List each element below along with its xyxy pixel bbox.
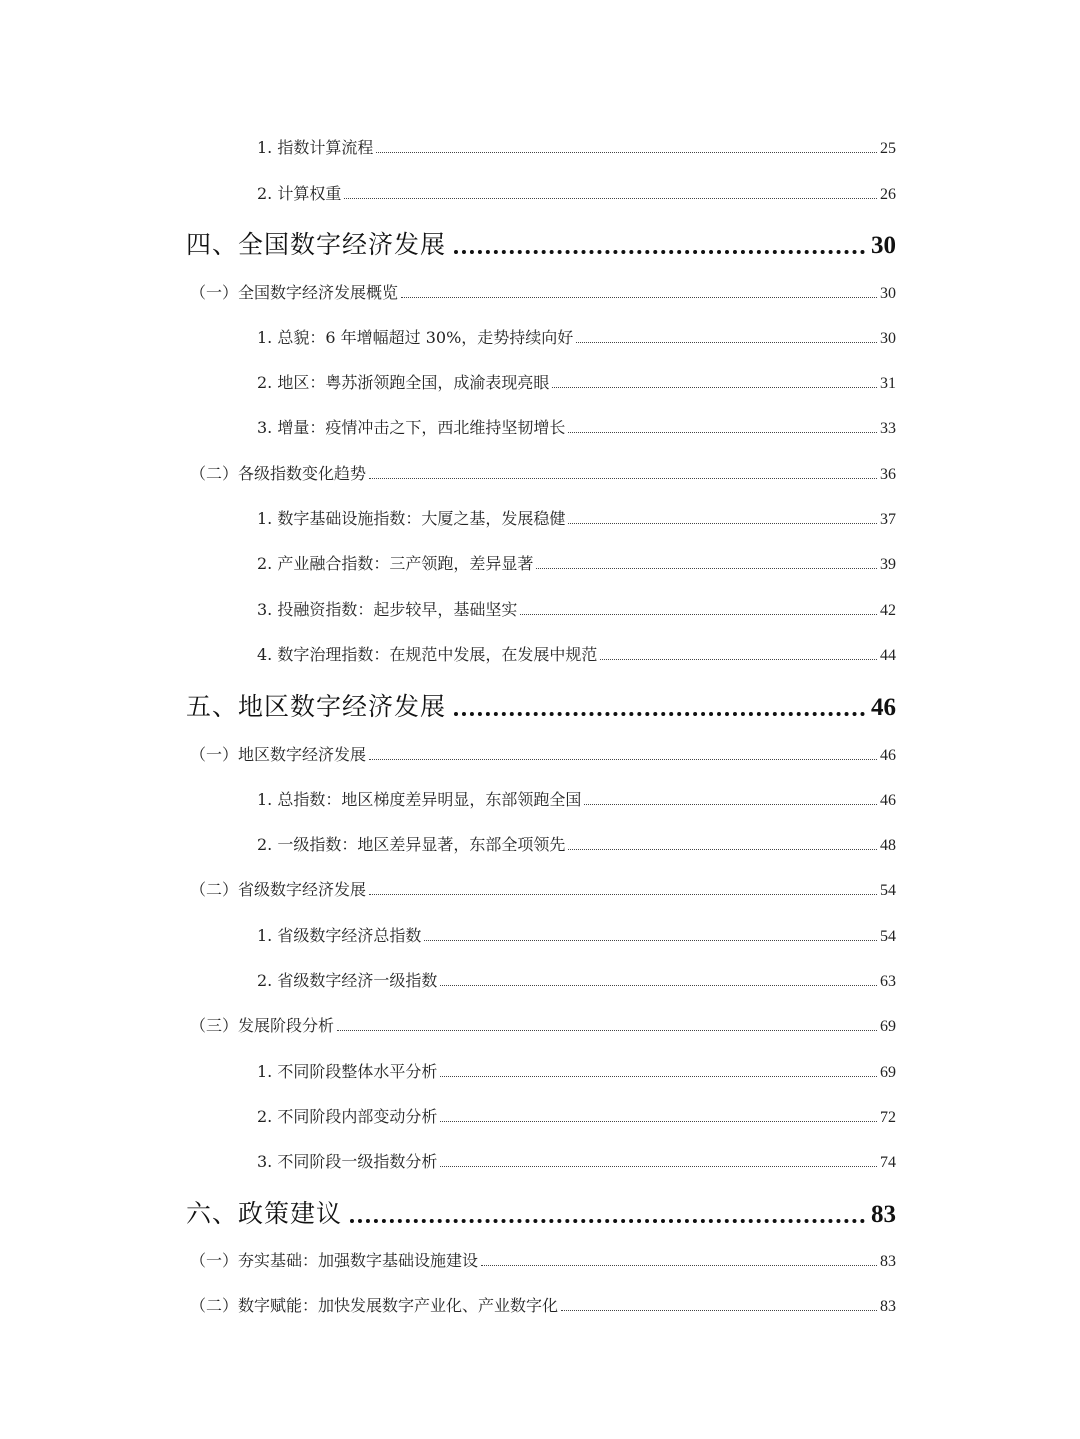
- toc-entry-label: 2. 计算权重: [257, 184, 342, 203]
- toc-chapter-entry[interactable]: [186, 1194, 896, 1230]
- toc-entry-page: 39: [880, 556, 896, 573]
- toc-entry-page: 42: [880, 602, 896, 619]
- toc-entry-label: 2. 一级指数：地区差异显著，东部全项领先: [257, 835, 566, 854]
- toc-entry-page: 33: [880, 420, 896, 437]
- toc-entry-label: 1. 总指数：地区梯度差异明显，东部领跑全国: [257, 790, 582, 809]
- toc-entry-label: 2. 省级数字经济一级指数: [257, 971, 438, 990]
- toc-entry-label: 3. 增量：疫情冲击之下，西北维持坚韧增长: [257, 418, 566, 437]
- toc-entry-page: 25: [880, 140, 896, 157]
- toc-section-page: 83: [880, 1298, 896, 1315]
- toc-chapter-label: 四、全国数字经济发展: [186, 230, 447, 259]
- dot-leader: [350, 1219, 865, 1223]
- toc-entry-label: 2. 产业融合指数：三产领跑，差异显著: [257, 554, 534, 573]
- toc-section-page: 30: [880, 285, 896, 302]
- toc-section-entry[interactable]: [190, 742, 896, 765]
- toc-entry[interactable]: [257, 415, 896, 438]
- toc-entry[interactable]: [257, 1149, 896, 1172]
- dot-leader: [600, 659, 877, 660]
- dot-leader: [369, 478, 877, 479]
- toc-section-label: （一）地区数字经济发展: [190, 745, 367, 764]
- toc-section-entry[interactable]: [190, 461, 896, 484]
- toc-entry-page: 37: [880, 511, 896, 528]
- toc-chapter-label: 六、政策建议: [186, 1199, 343, 1228]
- toc-entry-label: 3. 投融资指数：起步较早，基础坚实: [257, 600, 518, 619]
- toc-entry[interactable]: [257, 968, 896, 991]
- toc-section-page: 69: [880, 1018, 896, 1035]
- toc-section-entry[interactable]: [190, 280, 896, 303]
- toc-entry-page: 30: [880, 330, 896, 347]
- dot-leader: [344, 198, 877, 199]
- toc-entry[interactable]: [257, 551, 896, 574]
- dot-leader: [536, 568, 877, 569]
- toc-section-label: （二）数字赋能：加快发展数字产业化、产业数字化: [190, 1296, 559, 1315]
- toc-chapter-entry[interactable]: [186, 687, 896, 723]
- toc-chapter-entry[interactable]: [186, 225, 896, 261]
- toc-entry-page: 44: [880, 647, 896, 664]
- dot-leader: [584, 804, 877, 805]
- toc-entry[interactable]: [257, 1104, 896, 1127]
- dot-leader: [568, 849, 877, 850]
- toc-section-entry[interactable]: [190, 1248, 896, 1271]
- dot-leader: [576, 342, 877, 343]
- dot-leader: [337, 1030, 877, 1031]
- toc-entry-page: 72: [880, 1109, 896, 1126]
- toc-chapter-page: 46: [871, 694, 896, 721]
- toc-section-entry[interactable]: [190, 1013, 896, 1036]
- toc-section-page: 54: [880, 882, 896, 899]
- toc-entry[interactable]: [257, 370, 896, 393]
- dot-leader: [440, 985, 877, 986]
- toc-entry[interactable]: [257, 506, 896, 529]
- toc-entry[interactable]: [257, 325, 896, 348]
- toc-section-entry[interactable]: [190, 877, 896, 900]
- toc-entry-page: 54: [880, 928, 896, 945]
- toc-chapter-label: 五、地区数字经济发展: [186, 692, 447, 721]
- toc-entry-page: 74: [880, 1154, 896, 1171]
- toc-section-label: （二）省级数字经济发展: [190, 880, 367, 899]
- toc-section-label: （二）各级指数变化趋势: [190, 464, 367, 483]
- toc-entry[interactable]: [257, 832, 896, 855]
- toc-entry-page: 63: [880, 973, 896, 990]
- toc-section-label: （一）夯实基础：加强数字基础设施建设: [190, 1251, 479, 1270]
- toc-entry-label: 1. 数字基础设施指数：大厦之基，发展稳健: [257, 509, 566, 528]
- toc-entry-page: 31: [880, 375, 896, 392]
- dot-leader: [401, 297, 877, 298]
- dot-leader: [369, 894, 877, 895]
- toc-chapter-page: 83: [871, 1201, 896, 1228]
- toc-chapter-page: 30: [871, 232, 896, 259]
- toc-entry[interactable]: [257, 787, 896, 810]
- toc-entry-label: 1. 不同阶段整体水平分析: [257, 1062, 438, 1081]
- dot-leader: [440, 1076, 877, 1077]
- dot-leader: [454, 250, 865, 254]
- dot-leader: [552, 387, 877, 388]
- toc-entry-page: 46: [880, 792, 896, 809]
- toc-entry[interactable]: [257, 181, 896, 204]
- dot-leader: [520, 614, 877, 615]
- toc-entry[interactable]: [257, 923, 896, 946]
- toc-section-page: 83: [880, 1253, 896, 1270]
- toc-section-page: 36: [880, 466, 896, 483]
- toc-entry-label: 4. 数字治理指数：在规范中发展，在发展中规范: [257, 645, 598, 664]
- toc-entry-page: 69: [880, 1064, 896, 1081]
- toc-entry-label: 1. 指数计算流程: [257, 138, 374, 157]
- toc-entry[interactable]: [257, 135, 896, 158]
- dot-leader: [561, 1310, 877, 1311]
- toc-entry[interactable]: [257, 1059, 896, 1082]
- dot-leader: [454, 712, 865, 716]
- toc-entry-label: 2. 不同阶段内部变动分析: [257, 1107, 438, 1126]
- dot-leader: [568, 523, 877, 524]
- dot-leader: [440, 1121, 877, 1122]
- toc-entry[interactable]: [257, 642, 896, 665]
- dot-leader: [568, 432, 877, 433]
- toc-entry-label: 2. 地区：粤苏浙领跑全国，成渝表现亮眼: [257, 373, 550, 392]
- toc-entry[interactable]: [257, 597, 896, 620]
- toc-section-entry[interactable]: [190, 1293, 896, 1316]
- toc-section-label: （一）全国数字经济发展概览: [190, 283, 399, 302]
- dot-leader: [424, 940, 877, 941]
- dot-leader: [376, 152, 877, 153]
- toc-entry-page: 26: [880, 186, 896, 203]
- toc-entry-label: 3. 不同阶段一级指数分析: [257, 1152, 438, 1171]
- toc-entry-page: 48: [880, 837, 896, 854]
- dot-leader: [369, 759, 877, 760]
- toc-section-label: （三）发展阶段分析: [190, 1016, 335, 1035]
- toc-entry-label: 1. 总貌：6 年增幅超过 30%，走势持续向好: [257, 328, 574, 347]
- dot-leader: [481, 1265, 877, 1266]
- dot-leader: [440, 1166, 877, 1167]
- toc-entry-label: 1. 省级数字经济总指数: [257, 926, 422, 945]
- toc-section-page: 46: [880, 747, 896, 764]
